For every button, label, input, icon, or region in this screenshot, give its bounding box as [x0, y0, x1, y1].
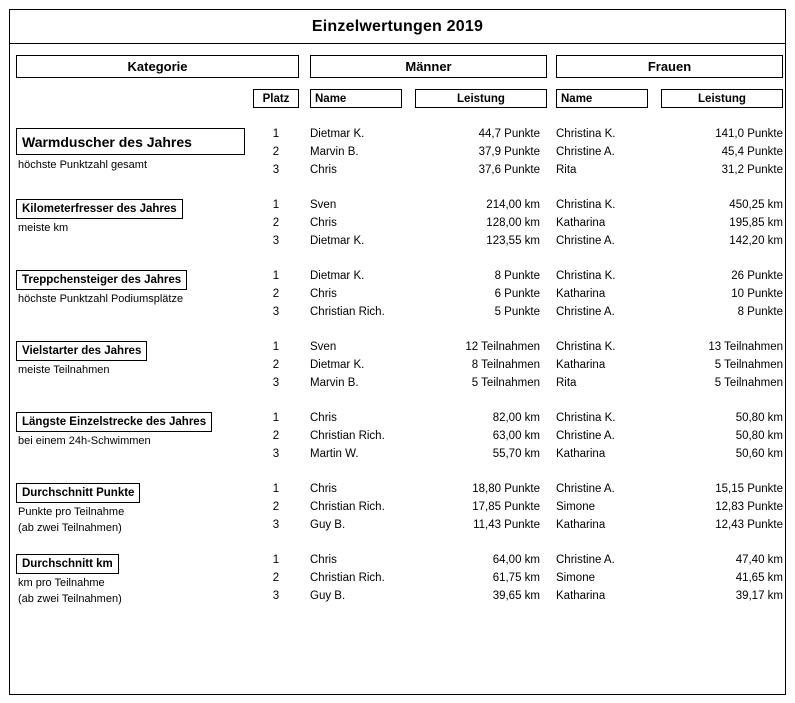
cell-rank: 2 — [272, 288, 280, 300]
cell-men-name: Christian Rich. — [310, 430, 385, 442]
table-row — [253, 554, 783, 572]
category-title: Durchschnitt Punkte — [16, 483, 140, 503]
cell-rank: 1 — [272, 199, 280, 211]
table-row — [253, 448, 783, 466]
result-rows — [253, 412, 783, 466]
category-subtitle: Punkte pro Teilnahme — [18, 506, 125, 518]
cell-women-name: Christine A. — [556, 146, 615, 158]
cell-rank: 1 — [272, 412, 280, 424]
cell-men-score: 39,65 km — [492, 590, 540, 602]
cell-rank: 3 — [272, 306, 280, 318]
cell-women-name: Simone — [556, 501, 595, 513]
cell-men-score: 5 Teilnahmen — [471, 377, 540, 389]
cell-women-score: 47,40 km — [735, 554, 783, 566]
cell-rank: 3 — [272, 448, 280, 460]
section-headers — [10, 55, 785, 85]
cell-women-name: Katharina — [556, 288, 606, 300]
header-category: Kategorie — [16, 55, 299, 78]
cell-women-score: 141,0 Punkte — [715, 128, 783, 140]
cell-women-score: 5 Teilnahmen — [714, 359, 783, 371]
table-row — [253, 377, 783, 395]
cell-women-score: 31,2 Punkte — [721, 164, 783, 176]
cell-men-score: 37,6 Punkte — [478, 164, 540, 176]
table-row — [253, 288, 783, 306]
category-title: Längste Einzelstrecke des Jahres — [16, 412, 212, 432]
cell-men-name: Christian Rich. — [310, 501, 385, 513]
table-row — [253, 341, 783, 359]
cell-men-score: 128,00 km — [486, 217, 540, 229]
cell-men-name: Chris — [310, 164, 337, 176]
cell-men-name: Christian Rich. — [310, 306, 385, 318]
table-row — [253, 590, 783, 608]
column-header-men-score: Leistung — [415, 89, 547, 108]
cell-men-name: Chris — [310, 412, 337, 424]
cell-men-score: 12 Teilnahmen — [465, 341, 540, 353]
category-block — [10, 199, 785, 257]
cell-men-score: 214,00 km — [486, 199, 540, 211]
cell-men-name: Chris — [310, 288, 337, 300]
cell-rank: 3 — [272, 164, 280, 176]
table-row — [253, 412, 783, 430]
cell-women-name: Christina K. — [556, 270, 616, 282]
document-title-bar — [10, 10, 785, 44]
cell-men-name: Sven — [310, 199, 337, 211]
cell-women-score: 50,80 km — [735, 412, 783, 424]
table-row — [253, 235, 783, 253]
category-title: Kilometerfresser des Jahres — [16, 199, 183, 219]
cell-men-name: Marvin B. — [310, 377, 359, 389]
cell-rank: 2 — [272, 359, 280, 371]
result-rows — [253, 554, 783, 608]
category-title: Warmduscher des Jahres — [16, 128, 245, 155]
cell-men-name: Guy B. — [310, 519, 346, 531]
category-subtitle: bei einem 24h-Schwimmen — [18, 435, 151, 447]
cell-men-score: 8 Teilnahmen — [471, 359, 540, 371]
table-row — [253, 501, 783, 519]
cell-men-score: 55,70 km — [492, 448, 540, 460]
cell-men-name: Dietmar K. — [310, 359, 365, 371]
cell-women-name: Christina K. — [556, 199, 616, 211]
category-subtitle-secondary: (ab zwei Teilnahmen) — [18, 522, 122, 534]
column-header-men-name: Name — [310, 89, 402, 108]
results-sheet — [9, 9, 786, 695]
cell-men-name: Christian Rich. — [310, 572, 385, 584]
cell-men-score: 6 Punkte — [494, 288, 540, 300]
cell-men-score: 11,43 Punkte — [473, 519, 540, 531]
category-subtitle: höchste Punktzahl gesamt — [18, 159, 148, 171]
cell-men-score: 123,55 km — [486, 235, 540, 247]
cell-women-score: 10 Punkte — [731, 288, 783, 300]
column-header-rank: Platz — [253, 89, 299, 108]
cell-women-score: 45,4 Punkte — [721, 146, 783, 158]
table-row — [253, 270, 783, 288]
cell-women-score: 26 Punkte — [731, 270, 783, 282]
category-block — [10, 554, 785, 612]
cell-men-name: Guy B. — [310, 590, 346, 602]
cell-rank: 1 — [272, 554, 280, 566]
cell-women-score: 12,83 Punkte — [715, 501, 783, 513]
cell-rank: 2 — [272, 501, 280, 513]
cell-men-name: Chris — [310, 554, 337, 566]
cell-women-name: Simone — [556, 572, 595, 584]
cell-women-score: 450,25 km — [729, 199, 783, 211]
result-rows — [253, 483, 783, 537]
cell-men-name: Marvin B. — [310, 146, 359, 158]
page-title: Einzelwertungen 2019 — [311, 17, 484, 35]
cell-women-name: Katharina — [556, 590, 606, 602]
cell-women-name: Christina K. — [556, 412, 616, 424]
category-title: Treppchensteiger des Jahres — [16, 270, 187, 290]
cell-men-name: Dietmar K. — [310, 270, 365, 282]
cell-women-score: 12,43 Punkte — [715, 519, 783, 531]
table-row — [253, 217, 783, 235]
cell-men-score: 37,9 Punkte — [478, 146, 540, 158]
table-row — [253, 306, 783, 324]
cell-rank: 2 — [272, 217, 280, 229]
column-headers — [10, 89, 785, 115]
table-row — [253, 128, 783, 146]
category-block — [10, 483, 785, 541]
category-subtitle: meiste km — [18, 222, 69, 234]
column-header-women-score: Leistung — [661, 89, 783, 108]
header-women: Frauen — [556, 55, 783, 78]
category-title: Durchschnitt km — [16, 554, 119, 574]
cell-rank: 2 — [272, 430, 280, 442]
column-header-women-name: Name — [556, 89, 648, 108]
result-rows — [253, 270, 783, 324]
cell-women-name: Rita — [556, 164, 577, 176]
category-block — [10, 412, 785, 470]
cell-women-score: 50,60 km — [735, 448, 783, 460]
result-rows — [253, 341, 783, 395]
cell-men-name: Chris — [310, 217, 337, 229]
cell-rank: 1 — [272, 128, 280, 140]
cell-women-name: Christine A. — [556, 430, 615, 442]
table-row — [253, 359, 783, 377]
cell-women-name: Katharina — [556, 217, 606, 229]
cell-women-score: 195,85 km — [729, 217, 783, 229]
cell-men-score: 63,00 km — [492, 430, 540, 442]
category-subtitle-secondary: (ab zwei Teilnahmen) — [18, 593, 122, 605]
cell-men-score: 8 Punkte — [494, 270, 540, 282]
cell-women-name: Christine A. — [556, 235, 615, 247]
cell-women-name: Christine A. — [556, 306, 615, 318]
table-row — [253, 146, 783, 164]
cell-men-score: 18,80 Punkte — [472, 483, 540, 495]
cell-rank: 3 — [272, 377, 280, 389]
cell-men-name: Martin W. — [310, 448, 359, 460]
cell-rank: 1 — [272, 270, 280, 282]
result-rows — [253, 128, 783, 182]
cell-men-score: 5 Punkte — [494, 306, 540, 318]
cell-women-score: 41,65 km — [735, 572, 783, 584]
table-row — [253, 483, 783, 501]
category-blocks — [10, 128, 785, 612]
cell-rank: 2 — [272, 146, 280, 158]
result-rows — [253, 199, 783, 253]
cell-women-score: 142,20 km — [729, 235, 783, 247]
cell-women-name: Katharina — [556, 448, 606, 460]
cell-rank: 1 — [272, 341, 280, 353]
cell-women-score: 50,80 km — [735, 430, 783, 442]
cell-women-score: 5 Teilnahmen — [714, 377, 783, 389]
cell-men-name: Chris — [310, 483, 337, 495]
cell-women-score: 39,17 km — [735, 590, 783, 602]
cell-women-name: Christine A. — [556, 554, 615, 566]
cell-men-name: Dietmar K. — [310, 128, 365, 140]
category-block — [10, 341, 785, 399]
cell-women-score: 8 Punkte — [737, 306, 783, 318]
cell-rank: 3 — [272, 590, 280, 602]
cell-men-score: 61,75 km — [492, 572, 540, 584]
cell-women-name: Katharina — [556, 519, 606, 531]
category-subtitle: km pro Teilnahme — [18, 577, 105, 589]
cell-men-name: Sven — [310, 341, 337, 353]
category-subtitle: höchste Punktzahl Podiumsplätze — [18, 293, 184, 305]
cell-men-name: Dietmar K. — [310, 235, 365, 247]
cell-men-score: 64,00 km — [492, 554, 540, 566]
cell-women-score: 15,15 Punkte — [715, 483, 783, 495]
cell-women-name: Christina K. — [556, 128, 616, 140]
category-block — [10, 128, 785, 186]
cell-men-score: 17,85 Punkte — [472, 501, 540, 513]
header-men: Männer — [310, 55, 547, 78]
cell-rank: 1 — [272, 483, 280, 495]
cell-men-score: 44,7 Punkte — [478, 128, 540, 140]
table-row — [253, 164, 783, 182]
cell-women-name: Christine A. — [556, 483, 615, 495]
category-subtitle: meiste Teilnahmen — [18, 364, 110, 376]
table-row — [253, 430, 783, 448]
table-row — [253, 199, 783, 217]
cell-women-name: Christina K. — [556, 341, 616, 353]
cell-women-name: Katharina — [556, 359, 606, 371]
cell-rank: 3 — [272, 519, 280, 531]
category-title: Vielstarter des Jahres — [16, 341, 147, 361]
cell-women-score: 13 Teilnahmen — [708, 341, 783, 353]
cell-rank: 2 — [272, 572, 280, 584]
category-block — [10, 270, 785, 328]
cell-men-score: 82,00 km — [492, 412, 540, 424]
table-row — [253, 519, 783, 537]
table-row — [253, 572, 783, 590]
cell-rank: 3 — [272, 235, 280, 247]
cell-women-name: Rita — [556, 377, 577, 389]
